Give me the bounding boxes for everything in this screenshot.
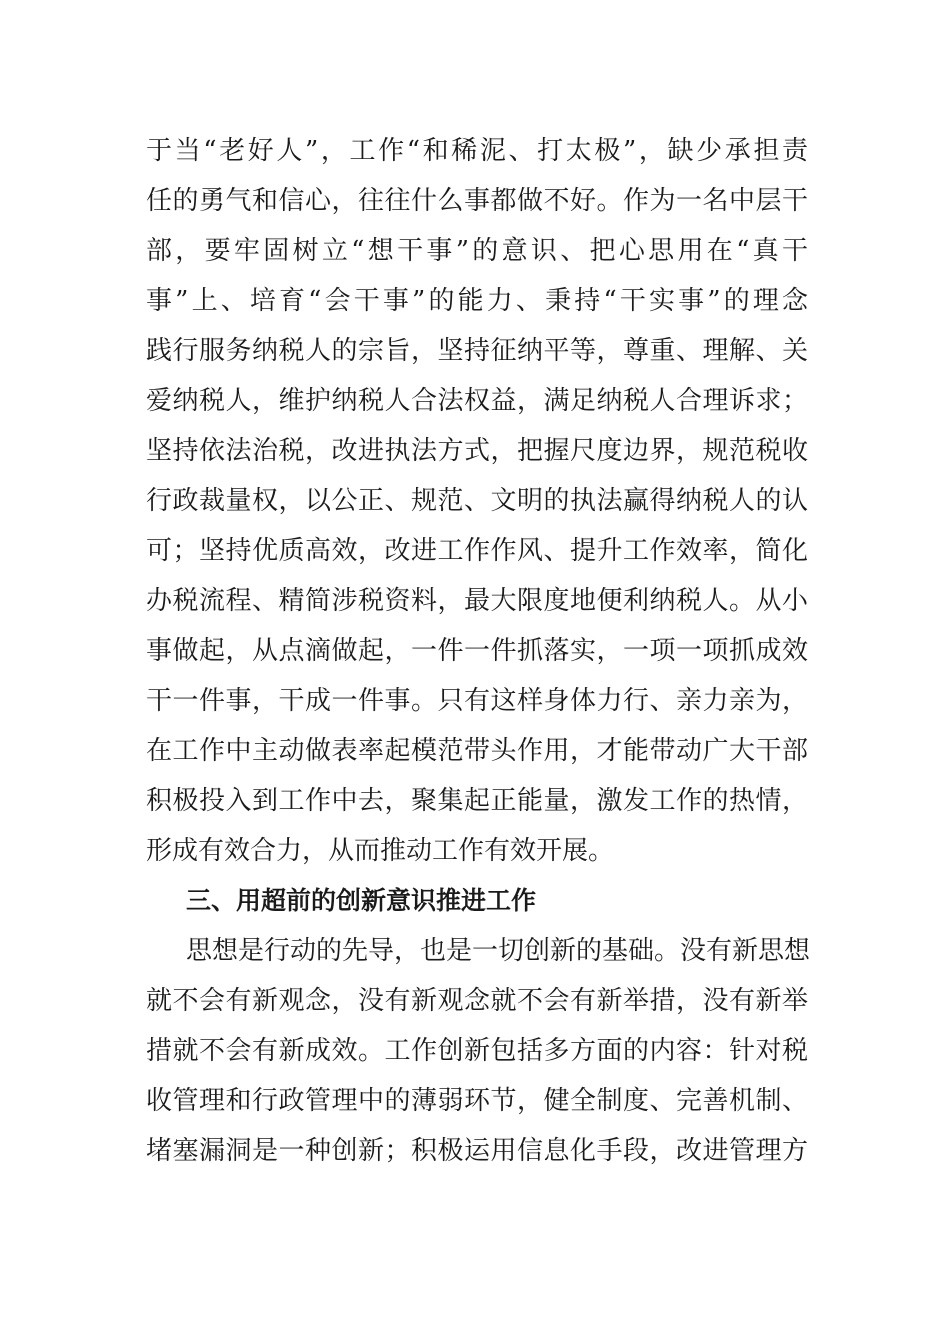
text-line: 思想是行动的先导，也是一切创新的基础。没有新思想 — [186, 936, 811, 966]
text-line: 收管理和行政管理中的薄弱环节，健全制度、完善机制、 — [146, 1086, 808, 1116]
text-line: 办税流程、精简涉税资料，最大限度地便利纳税人。从小 — [146, 586, 808, 616]
paragraph-2 — [146, 926, 811, 1176]
text-line: 事”上、培育“会干事”的能力、秉持“干实事”的理念 — [146, 286, 808, 316]
text-line: 积极投入到工作中去，聚集起正能量，激发工作的热情， — [146, 786, 808, 816]
text-line: 坚持依法治税，改进执法方式，把握尺度边界，规范税收 — [146, 436, 808, 466]
body-text — [146, 126, 811, 1176]
text-line: 践行服务纳税人的宗旨，坚持征纳平等，尊重、理解、关 — [146, 336, 808, 366]
text-line: 干一件事，干成一件事。只有这样身体力行、亲力亲为， — [146, 686, 808, 716]
section-heading: 三、用超前的创新意识推进工作 — [186, 886, 537, 915]
text-line: 事做起，从点滴做起，一件一件抓落实，一项一项抓成效 — [146, 636, 808, 666]
text-line: 堵塞漏洞是一种创新；积极运用信息化手段，改进管理方 — [146, 1136, 808, 1166]
text-line: 爱纳税人，维护纳税人合法权益，满足纳税人合理诉求； — [146, 386, 808, 416]
text-line: 任的勇气和信心，往往什么事都做不好。作为一名中层干 — [146, 186, 808, 216]
paragraph-1 — [146, 126, 808, 876]
text-line: 形成有效合力，从而推动工作有效开展。 — [146, 836, 615, 866]
text-line: 在工作中主动做表率起模范带头作用，才能带动广大干部 — [146, 736, 808, 766]
text-line: 就不会有新观念，没有新观念就不会有新举措，没有新举 — [146, 986, 808, 1016]
text-line: 措就不会有新成效。工作创新包括多方面的内容：针对税 — [146, 1036, 808, 1066]
text-line: 于当“老好人”，工作“和稀泥、打太极”，缺少承担责 — [146, 136, 808, 166]
text-line: 部，要牢固树立“想干事”的意识、把心思用在“真干 — [146, 236, 808, 266]
text-line: 可；坚持优质高效，改进工作作风、提升工作效率，简化 — [146, 536, 808, 566]
text-line: 行政裁量权，以公正、规范、文明的执法赢得纳税人的认 — [146, 486, 808, 516]
